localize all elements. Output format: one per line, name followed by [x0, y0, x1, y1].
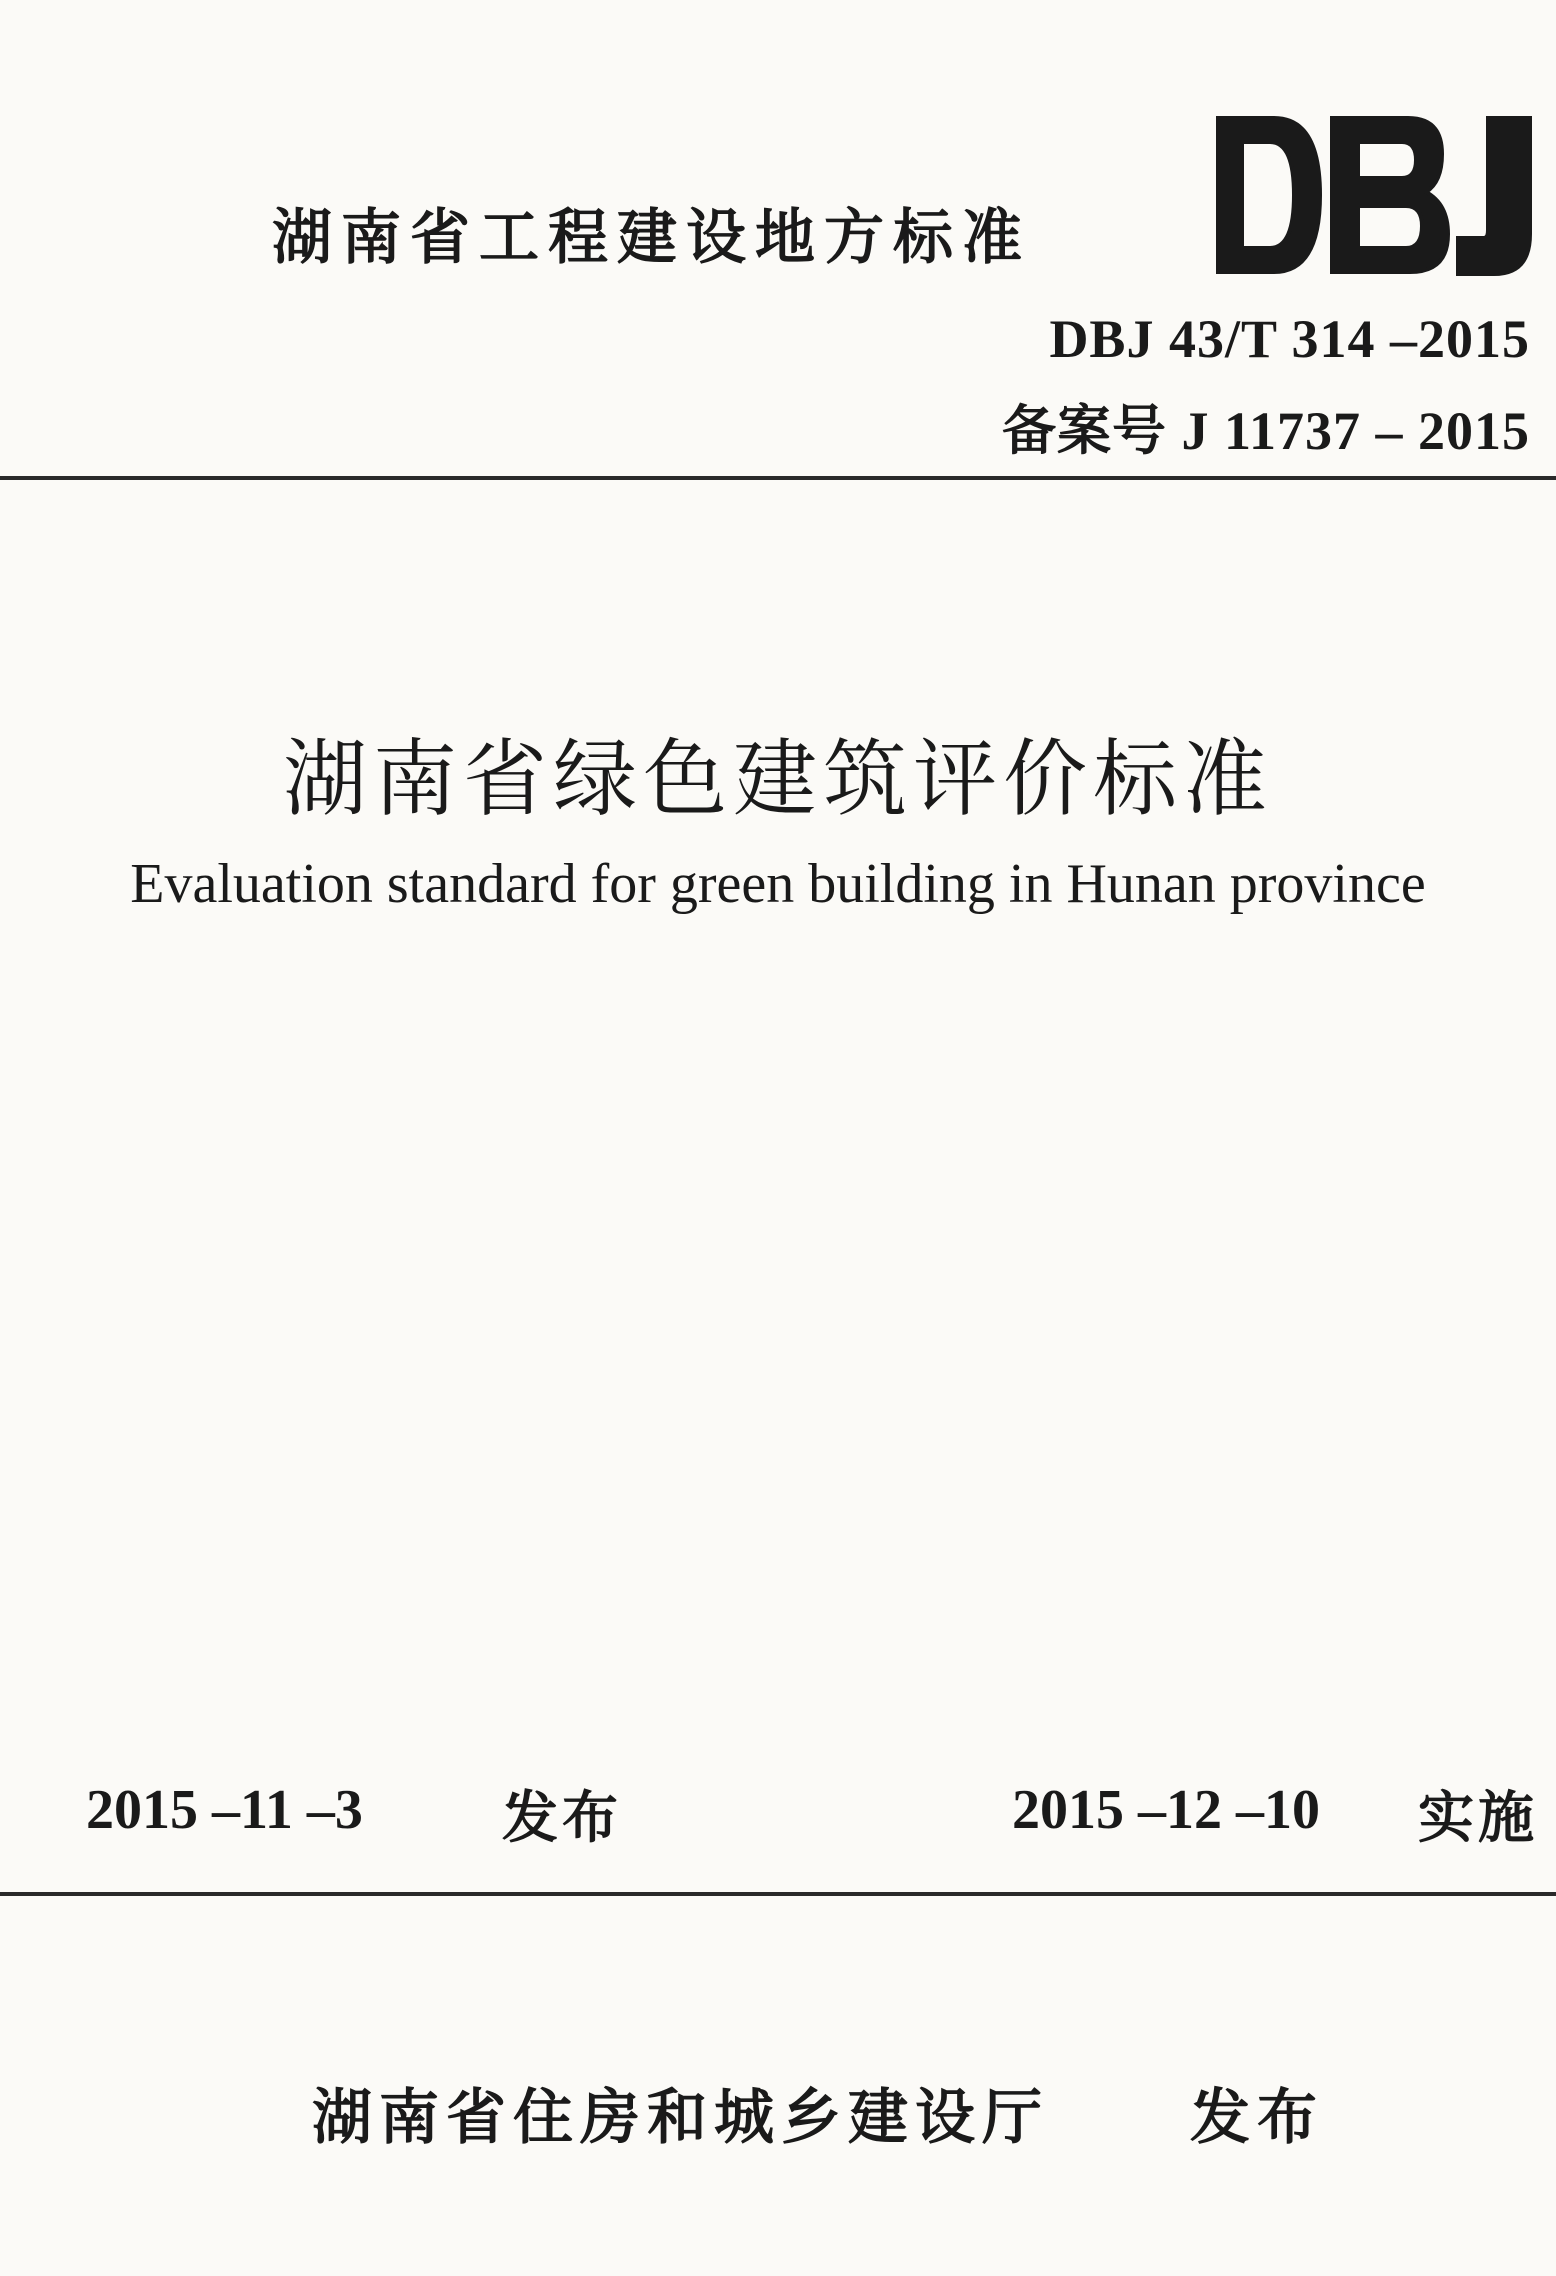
- publisher: 湖南省住房和城乡建设厅: [312, 2083, 1049, 2153]
- effective-label: 实施: [1418, 1786, 1538, 1851]
- filing-number: 备案号 J 11737 – 2015: [1001, 401, 1530, 461]
- issue-date: 2015 –11 –3: [86, 1779, 363, 1841]
- series-title: 湖南省工程建设地方标准: [272, 203, 1031, 273]
- top-divider: [0, 476, 1556, 480]
- logo-text: DBJ: [1212, 97, 1241, 114]
- issue-label: 发布: [502, 1786, 622, 1851]
- document-title-chinese: 湖南省绿色建筑评价标准: [282, 730, 1273, 828]
- bottom-divider: [0, 1892, 1556, 1896]
- standard-code: DBJ 43/T 314 –2015: [1049, 309, 1530, 369]
- dbj-logo: [1212, 97, 1538, 280]
- publisher-action: 发布: [1190, 2083, 1324, 2153]
- document-title-english: Evaluation standard for green building in Hunan province: [130, 853, 1426, 915]
- effective-date: 2015 –12 –10: [1012, 1779, 1320, 1841]
